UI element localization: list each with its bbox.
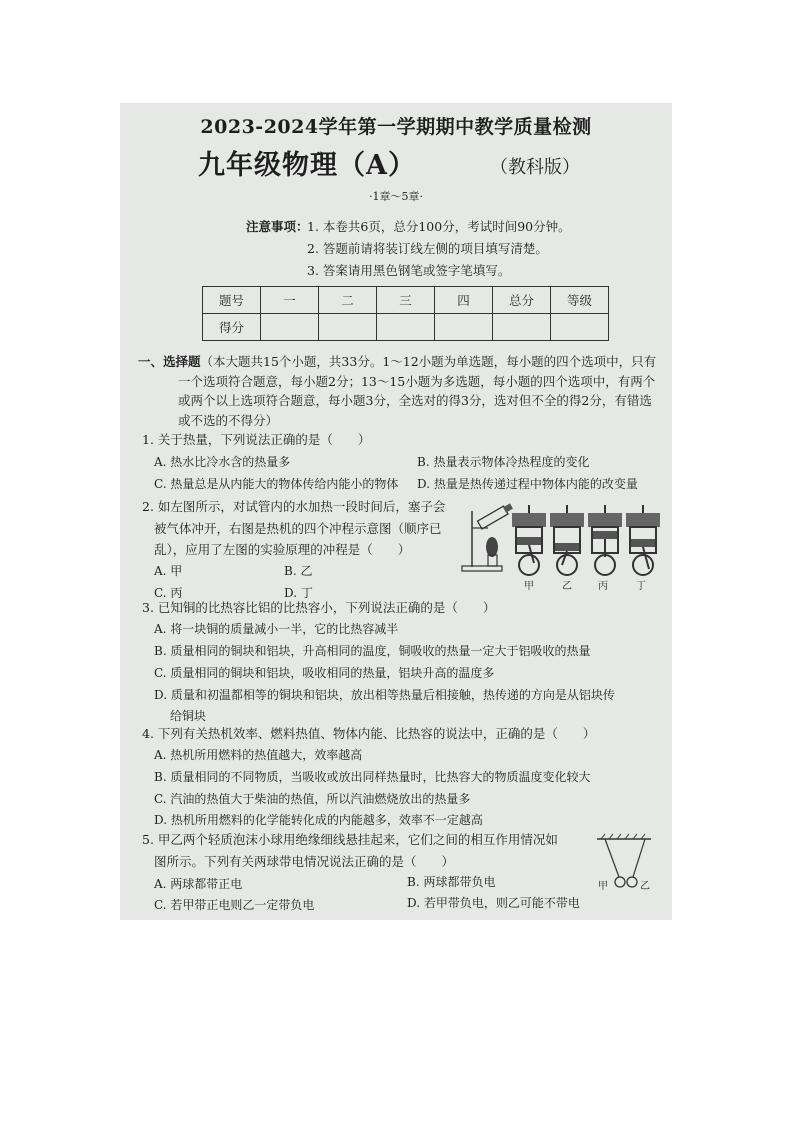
table-header-cell: 三 — [377, 287, 435, 314]
option-a: A. 两球都带正电 — [154, 877, 243, 891]
option-a: A. 热水比冷水含的热量多 — [154, 455, 291, 469]
figure-label-jia: 甲 — [524, 581, 534, 592]
table-row — [203, 314, 609, 341]
exam-paper — [120, 103, 672, 920]
option-d: D. 热机所用燃料的化学能转化成的内能越多，效率不一定越高 — [154, 813, 483, 827]
score-table — [202, 286, 609, 341]
score-cell[interactable] — [319, 314, 377, 341]
option-c: C. 若甲带正电则乙一定带负电 — [154, 898, 315, 912]
engine-stroke-jia-icon — [512, 505, 546, 575]
subject-title: 九年级物理（A） — [198, 150, 416, 181]
table-header-cell: 等级 — [551, 287, 609, 314]
score-cell[interactable] — [493, 314, 551, 341]
question-stem: 4. 下列有关热机效率、燃料热值、物体内能、比热容的说法中，正确的是（ ） — [142, 726, 596, 741]
table-header-cell: 题号 — [203, 287, 261, 314]
option-c: C. 丙 — [154, 586, 183, 600]
engine-stroke-ding-icon — [626, 505, 660, 575]
chapter-scope: ·1章～5章· — [369, 190, 423, 203]
figure-label-yi: 乙 — [562, 581, 572, 592]
question-stem: 1. 关于热量，下列说法正确的是（ ） — [142, 432, 371, 447]
ball-yi — [627, 877, 637, 887]
table-header-cell: 总分 — [493, 287, 551, 314]
notice-item: 1. 本卷共6页，总分100分，考试时间90分钟。 — [307, 219, 571, 234]
table-header-cell: 一 — [261, 287, 319, 314]
option-b: B. 热量表示物体冷热程度的变化 — [417, 455, 590, 469]
option-c: C. 汽油的热值大于柴油的热值，所以汽油燃烧放出的热量多 — [154, 792, 471, 806]
figure-label-bing: 丙 — [598, 581, 608, 592]
option-a: A. 将一块铜的质量减小一半，它的比热容减半 — [154, 622, 399, 636]
exam-title: 2023-2024学年第一学期期中教学质量检测 — [200, 116, 592, 138]
question-stem-continued: 图所示。下列有关两球带电情况说法正确的是（ ） — [154, 854, 455, 869]
figure-label-ding: 丁 — [636, 581, 646, 592]
figure-label-yi: 乙 — [640, 881, 650, 892]
option-a: A. 甲 — [154, 564, 183, 578]
option-d-continued: 给铜块 — [170, 709, 207, 723]
notice-label: 注意事项： — [246, 219, 309, 234]
option-a: A. 热机所用燃料的热值越大，效率越高 — [154, 748, 363, 762]
question-stem: 2. 如左图所示，对试管内的水加热一段时间后，塞子会 — [142, 499, 446, 514]
figure-label-jia: 甲 — [598, 881, 608, 892]
notice-item: 3. 答案请用黑色钢笔或签字笔填写。 — [307, 263, 511, 278]
table-header-cell: 四 — [435, 287, 493, 314]
option-d: D. 若甲带负电，则乙可能不带电 — [407, 896, 580, 910]
question-stem: 5. 甲乙两个轻质泡沫小球用绝缘细线悬挂起来，它们之间的相互作用情况如 — [142, 832, 558, 847]
section-description: （本大题共15个小题，共33分。1～12小题为单选题，每小题的四个选项中，只有一个选项符合题意，每小题2分；13～15小题为多选题，每小题的四个选项中，有两个或两个以上选项符合题意，每小题3分，全选对的得3分，选对但不全的得2分，有错选或不选的不得分） — [178, 354, 657, 428]
option-c: C. 质量相同的铜块和铝块，吸收相同的热量，铝块升高的温度多 — [154, 666, 495, 680]
question-stem-continued: 乱），应用了左图的实验原理的冲程是（ ） — [154, 542, 411, 557]
option-b: B. 乙 — [284, 564, 313, 578]
score-cell[interactable] — [551, 314, 609, 341]
table-row — [203, 287, 609, 314]
notice-item: 2. 答题前请将装订线左侧的项目填写清楚。 — [307, 241, 548, 256]
table-row-label: 得分 — [203, 314, 261, 341]
ball-jia — [615, 877, 625, 887]
table-header-cell: 二 — [319, 287, 377, 314]
section-instructions — [138, 352, 658, 430]
edition-label: （教科版） — [490, 157, 580, 178]
option-d: D. 丁 — [284, 586, 313, 600]
option-d: D. 热量是热传递过程中物体内能的改变量 — [417, 477, 638, 491]
option-b: B. 两球都带负电 — [407, 875, 496, 889]
option-c: C. 热量总是从内能大的物体传给内能小的物体 — [154, 477, 399, 491]
engine-strokes-figure — [504, 505, 664, 583]
score-cell[interactable] — [435, 314, 493, 341]
engine-stroke-bing-icon — [588, 505, 622, 575]
option-b: B. 质量相同的铜块和铝块，升高相同的温度，铜吸收的热量一定大于铝吸收的热量 — [154, 644, 591, 658]
score-cell[interactable] — [377, 314, 435, 341]
option-b: B. 质量相同的不同物质，当吸收或放出同样热量时，比热容大的物质温度变化较大 — [154, 770, 591, 784]
score-cell[interactable] — [261, 314, 319, 341]
engine-stroke-yi-icon — [550, 505, 584, 575]
question-stem-continued: 被气体冲开，右图是热机的四个冲程示意图（顺序已 — [154, 521, 442, 536]
section-heading: 一、选择题 — [138, 354, 201, 369]
question-stem: 3. 已知铜的比热容比铝的比热容小，下列说法正确的是（ ） — [142, 600, 496, 615]
option-d: D. 质量和初温都相等的铜块和铝块，放出相等热量后相接触，热传递的方向是从铝块传 — [154, 688, 615, 702]
